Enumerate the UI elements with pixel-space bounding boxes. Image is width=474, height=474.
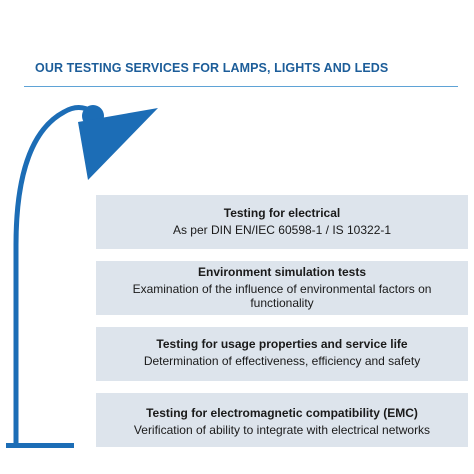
service-title: Testing for electrical xyxy=(223,206,341,220)
service-title: Environment simulation tests xyxy=(197,265,367,279)
lamp-base xyxy=(6,443,74,448)
service-card-environment xyxy=(96,261,468,315)
service-description: Determination of effectiveness, efficiency and safety xyxy=(143,354,421,368)
service-title: Testing for electromagnetic compatibility (EMC) xyxy=(146,406,418,420)
service-card-usage xyxy=(96,327,468,381)
lamp-arm xyxy=(16,108,92,446)
page-title: OUR TESTING SERVICES FOR LAMPS, LIGHTS AND LEDS xyxy=(35,61,389,75)
service-description: Examination of the influence of environmental factors on functionality xyxy=(132,282,432,310)
service-title: Testing for usage properties and service life xyxy=(156,337,408,351)
service-description: Verification of ability to integrate with electrical networks xyxy=(133,423,431,437)
service-card-electrical xyxy=(96,195,468,249)
service-description: As per DIN EN/IEC 60598-1 / IS 10322-1 xyxy=(172,223,392,237)
service-card-emc xyxy=(96,393,468,447)
